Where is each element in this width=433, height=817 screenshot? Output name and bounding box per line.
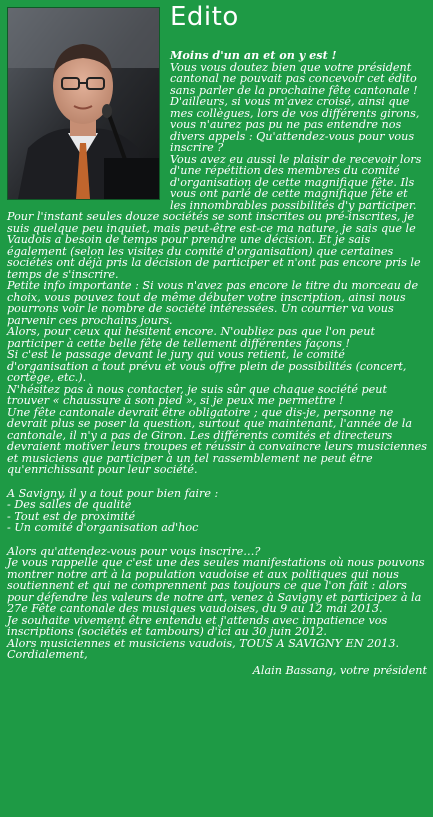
paragraph: Alors, pour ceux qui hésitent encore. N'oubliez pas que l'on peut participer à cette belle fête de tellement différentes façons !: [7, 325, 375, 350]
paragraph: Alors musiciennes et musiciens vaudois, TOUS A SAVIGNY EN 2013.: [7, 636, 400, 650]
list-intro: A Savigny, il y a tout pour bien faire :: [7, 486, 219, 500]
paragraph: N'hésitez pas à nous contacter, je suis sûr que chaque société peut trouver « chaussure à son pied », si je peux me permettre !: [7, 382, 388, 407]
paragraph: Vous avez eu aussi le plaisir de recevoir lors d'une répétition des membres du comité d'organisation de cette magnifique fête. Ils vous ont parlé de cette magnifique fête et les innombrables possibilités d'y participer.: [170, 152, 422, 212]
list-item: - Un comité d'organisation ad'hoc: [7, 521, 199, 534]
spacer: [7, 534, 427, 546]
paragraph: Vous vous doutez bien que votre président cantonal ne pouvait pas concevoir cet édito sans parler de la prochaine fête cantonale !: [170, 60, 418, 97]
paragraph: D'ailleurs, si vous m'avez croisé, ainsi que mes collègues, lors de vos différents girons, vous n'aurez pas pu ne pas entendre nos divers appels : Qu'attendez-vous pour vous inscrire ?: [170, 95, 420, 154]
paragraph: Une fête cantonale devrait être obligatoire ; que dis-je, personne ne devrait plus se poser la question, surtout que maintenant, l'année de la cantonale, il n'y a pas de Giron. Les différents comités et directeurs devraient motiver leurs troupes et réussir à convaincre leurs musiciennes et musiciens que participer à un tel rassemblement ne peut être qu'enrichissant pour leur société.: [7, 405, 427, 476]
photo-spacer: [7, 0, 170, 206]
paragraph: Petite info importante : Si vous n'avez pas encore le titre du morceau de choix, vous pouvez tout de même débuter votre inscription, ainsi nous pourrons voir le nombre de société intéressées. Un courrier va vous parvenir ces prochains jours.: [7, 279, 419, 327]
list-item: - Tout est de proximité: [7, 509, 136, 523]
paragraph: Je vous rappelle que c'est une des seules manifestations où nous pouvons montrer notre art à la population vaudoise et aux politiques qui nous soutiennent et qui ne comprennent pas toujours ce que l'on fait : alors pour défendre les valeurs de notre art, venez à Savigny et participez à la 27e Fête cantonale des musiques vaudoises, du 9 au 12 mai 2013.: [7, 556, 425, 615]
article-body: [7, 0, 427, 676]
spacer: [7, 476, 427, 488]
list-item: - Des salles de qualité: [7, 498, 132, 511]
paragraph: Si c'est le passage devant le jury qui vous retient, le comité d'organisation a tout prévu et vous offre plein de possibilités (concert, cortège, etc.).: [7, 348, 407, 384]
signature: Alain Bassang, votre président: [252, 663, 427, 677]
lead-paragraph: Moins d'un an et on y est !: [170, 48, 337, 62]
paragraph: Je souhaite vivement être entendu et j'attends avec impatience vos inscriptions (sociétés et tambours) d'ici au 30 juin 2012.: [7, 613, 388, 638]
paragraph: Pour l'instant seules douze sociétés se sont inscrites ou pré-inscrites, je suis quelque peu inquiet, mais peut-être est-ce ma nature, je sais que le Vaudois a besoin de temps pour prendre une décision. Et je sais également (selon les visites du comité d'organisation) que certaines sociétés ont déjà pris la décision de participer et n'ont pas encore pris le temps de s'inscrire.: [7, 210, 421, 281]
page-title: Edito: [170, 2, 239, 32]
question-line: Alors qu'attendez-vous pour vous inscrire…?: [7, 544, 261, 558]
closing: Cordialement,: [7, 648, 88, 661]
